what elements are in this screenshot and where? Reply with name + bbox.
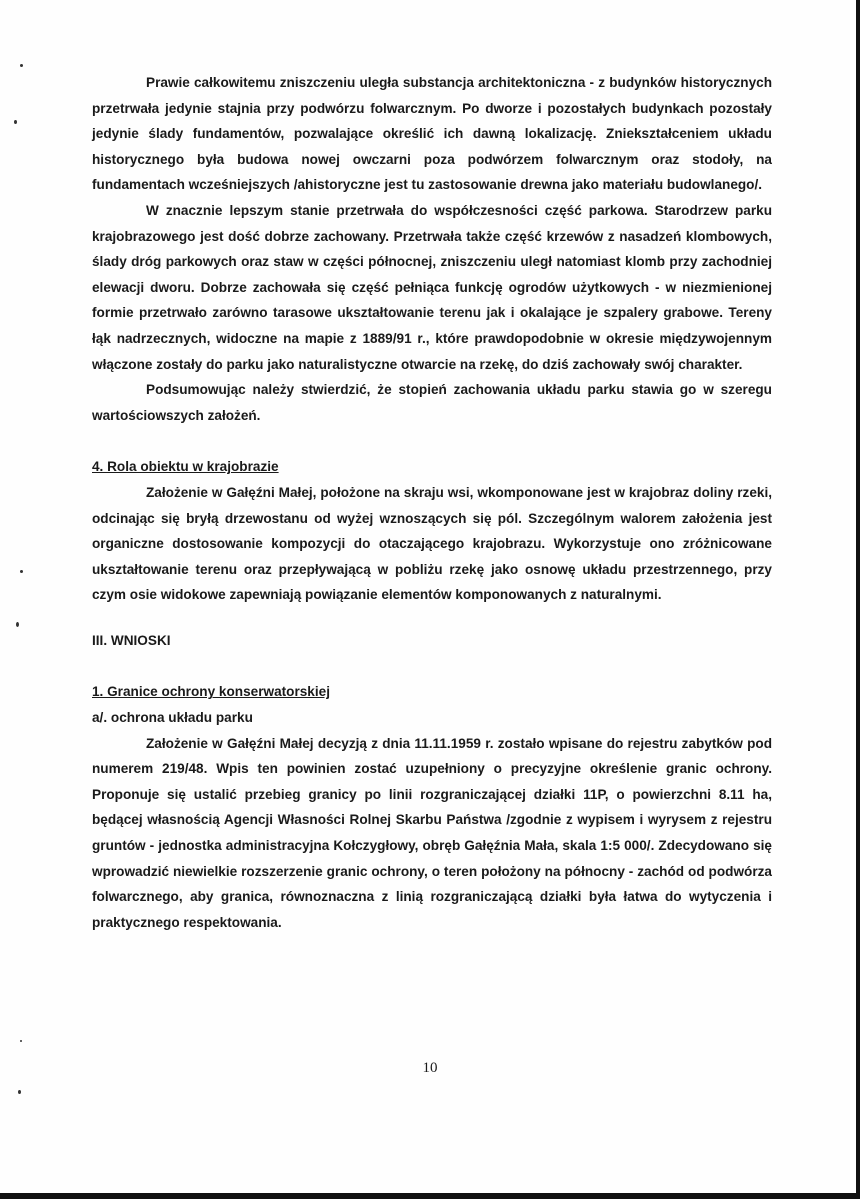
paragraph-park: W znacznie lepszym stanie przetrwała do współczesności część parkowa. Starodrzew parku krajobrazowego jest dość dobrze zachowany. Przetrwała także część krzewów z nasadzeń klombowych, ślady dróg parkowych oraz staw w części północnej, zniszczeniu uległ natomiast klomb przy zachodniej elewacji dworu. Dobrze zachowała się część pełniąca funkcję ogrodów użytkowych - w niezmienionej formie przetrwało zarówno tarasowe ukształtowanie terenu jak i okalające je szpalery grabowe. Tereny łąk nadrzecznych, widoczne na mapie z 1889/91 r., które prawdopodobnie w okresie międzywojennym włączone zostały do parku jako naturalistyczne otwarcie na rzekę, do dziś zachowały swój charakter. — [92, 202, 772, 372]
section-heading-krajobraz: 4. Rola obiektu w krajobrazie — [92, 459, 279, 475]
paragraph-rejestr: Założenie w Gałęźni Małej decyzją z dnia 11.11.1959 r. zostało wpisane do rejestru zabytków pod numerem 219/48. Wpis ten powinien zostać uzupełniony o precyzyjne określenie granic ochrony. Proponuje się ustalić przebieg granicy po linii rozgraniczającej działki 11P, o powierzchni 8.11 ha, będącej własnością Agencji Własności Rolnej Skarbu Państwa /zgodnie z wypisem i wyrysem z rejestru gruntów - jednostka administracyjna Kołczygłowy, obręb Gałęźnia Mała, skala 1:5 000/. Zdecydowano się wprowadzić niewielkie rozszerzenie granic ochrony, o teren położony na północny - zachód od podwórza folwarcznego, aby granica, równoznaczna z linią rozgraniczającą działki była łatwa do wytyczenia i praktycznego respektowania. — [92, 735, 772, 930]
paragraph-substancja: Prawie całkowitemu zniszczeniu uległa substancja architektoniczna - z budynków historycznych przetrwała jedynie stajnia przy podwórzu folwarcznym. Po dworze i pozostałych budynkach pozostały jedynie ślady fundamentów, pozwalające określić ich dawną lokalizację. Zniekształceniem układu historycznego była budowa nowej owczarni poza podwórzem folwarcznym oraz stodoły, na fundamentach wcześniejszych /ahistoryczne jest tu zastosowanie drewna jako materiału budowlanego/. — [92, 75, 772, 193]
section-heading-wnioski: III. WNIOSKI — [92, 632, 171, 648]
body-text — [92, 70, 772, 935]
scan-speck — [16, 622, 19, 627]
scan-speck — [20, 570, 23, 573]
section-heading-granice: 1. Granice ochrony konserwatorskiej — [92, 684, 330, 700]
paragraph-podsumowanie: Podsumowując należy stwierdzić, że stopień zachowania układu parku stawia go w szeregu wartościowszych założeń. — [92, 382, 772, 423]
subheading-ochrona: a/. ochrona układu parku — [92, 710, 253, 726]
scan-speck — [14, 120, 17, 124]
scan-speck — [20, 1040, 22, 1042]
scan-speck — [20, 64, 23, 67]
scan-speck — [18, 1090, 21, 1094]
page-number: 10 — [422, 1060, 438, 1076]
paragraph-krajobraz: Założenie w Gałęźni Małej, położone na skraju wsi, wkomponowane jest w krajobraz doliny rzeki, odcinając się bryłą drzewostanu od wyżej wznoszących się pól. Szczególnym walorem założenia jest organiczne dostosowanie kompozycji do otaczającego krajobrazu. Wykorzystuje ono zróżnicowane ukształtowanie terenu oraz przepływającą w pobliżu rzekę jako osnowę układu przestrzennego, przy czym osie widokowe zapewniają powiązanie elementów komponowanych z naturalnymi. — [92, 484, 772, 603]
